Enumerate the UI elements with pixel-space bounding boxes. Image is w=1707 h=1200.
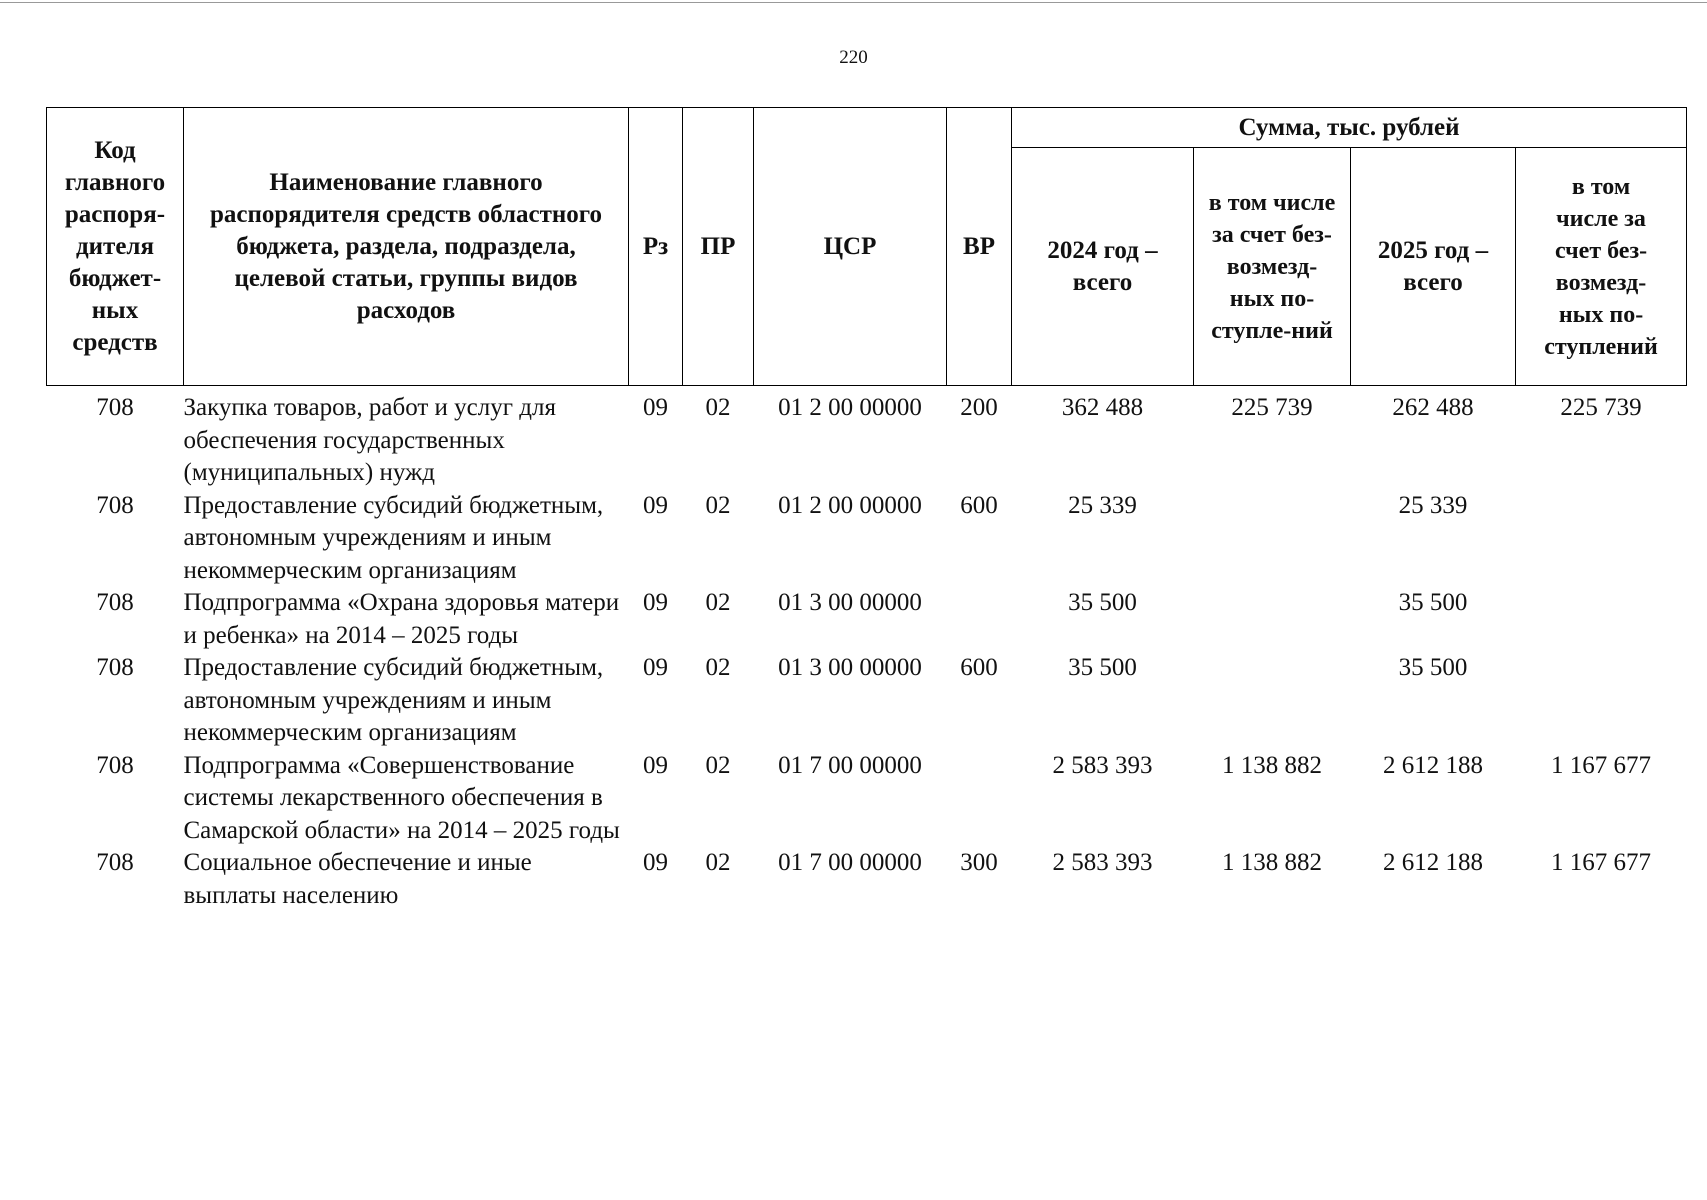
row-2025-total: 2 612 188	[1383, 849, 1483, 876]
row-2025-grant	[1516, 490, 1687, 588]
row-code: 708	[96, 849, 134, 876]
row-name: Подпрограмма «Совершенствование системы лекарственного обеспечения в Самарской области» на 2014 – 2025 годы	[183, 751, 620, 844]
header-rz: Рз	[629, 108, 683, 386]
table-row	[47, 587, 1687, 652]
table-row	[47, 490, 1687, 588]
header-2024-grant: в том числе за счет без-возмезд-ных по-ступле-ний	[1194, 148, 1351, 386]
row-2025-total: 35 500	[1398, 589, 1468, 616]
table-row	[47, 652, 1687, 750]
header-vr: ВР	[947, 108, 1012, 386]
row-2025-total: 2 612 188	[1383, 751, 1483, 779]
row-pr: 02	[705, 589, 731, 616]
row-2025-total: 25 339	[1398, 491, 1468, 519]
row-pr: 02	[705, 751, 731, 779]
top-border-line	[0, 2, 1707, 3]
row-pr: 02	[705, 654, 731, 681]
row-code: 708	[96, 394, 134, 421]
row-pr: 02	[705, 394, 731, 421]
row-vr	[947, 750, 1012, 848]
row-csr: 01 2 00 00000	[778, 394, 922, 421]
header-2025-grant: в том числе за счет без-возмезд-ных по-ступлений	[1516, 148, 1687, 386]
row-2024-grant: 225 739	[1231, 394, 1313, 421]
row-2024-total: 2 583 393	[1052, 751, 1153, 779]
row-code: 708	[96, 654, 134, 681]
row-2024-total: 362 488	[1061, 394, 1144, 421]
row-name: Закупка товаров, работ и услуг для обеспечения государственных (муниципальных) нужд	[183, 394, 556, 486]
row-csr: 01 3 00 00000	[778, 589, 922, 616]
row-code: 708	[96, 491, 134, 519]
row-2025-grant	[1516, 587, 1687, 652]
row-name: Социальное обеспечение и иные выплаты населению	[183, 849, 532, 909]
row-2025-grant	[1516, 652, 1687, 750]
table-row	[47, 847, 1687, 912]
row-2024-grant	[1194, 490, 1351, 588]
row-csr: 01 2 00 00000	[778, 491, 922, 519]
row-vr: 200	[960, 394, 998, 421]
row-name: Предоставление субсидий бюджетным, автономным учреждениям и иным некоммерческим организациям	[183, 654, 604, 746]
row-vr	[947, 587, 1012, 652]
row-name: Подпрограмма «Охрана здоровья матери и ребенка» на 2014 – 2025 годы	[183, 589, 620, 649]
row-pr: 02	[705, 849, 731, 876]
row-vr: 600	[960, 654, 998, 681]
row-2024-total: 35 500	[1068, 589, 1137, 616]
row-2025-grant: 1 167 677	[1551, 849, 1652, 876]
row-rz: 09	[643, 849, 668, 876]
row-csr: 01 3 00 00000	[778, 654, 922, 681]
header-name: Наименование главного распорядителя средств областного бюджета, раздела, подраздела, целевой статьи, группы видов расходов	[184, 108, 629, 386]
row-rz: 09	[643, 589, 668, 616]
row-2024-grant	[1194, 652, 1351, 750]
row-2024-grant: 1 138 882	[1222, 751, 1322, 779]
row-rz: 09	[643, 654, 668, 681]
header-sum-group: Сумма, тыс. рублей	[1012, 108, 1687, 148]
row-2024-grant: 1 138 882	[1222, 849, 1322, 876]
row-2025-total: 35 500	[1398, 654, 1468, 681]
row-2025-grant: 1 167 677	[1551, 751, 1652, 779]
row-2025-grant: 225 739	[1560, 394, 1642, 421]
row-rz: 09	[643, 394, 668, 421]
table-row	[47, 386, 1687, 490]
budget-table	[46, 107, 1687, 912]
table-body	[47, 386, 1687, 913]
row-name: Предоставление субсидий бюджетным, автономным учреждениям и иным некоммерческим организациям	[183, 491, 604, 584]
row-2024-grant	[1194, 587, 1351, 652]
header-pr: ПР	[683, 108, 754, 386]
row-vr: 300	[960, 849, 998, 876]
row-vr: 600	[960, 491, 998, 519]
page-number: 220	[839, 47, 868, 68]
row-code: 708	[96, 751, 134, 779]
row-pr: 02	[705, 491, 731, 519]
row-code: 708	[96, 589, 134, 616]
row-rz: 09	[643, 491, 668, 519]
table-row	[47, 750, 1687, 848]
row-2024-total: 2 583 393	[1052, 849, 1153, 876]
row-csr: 01 7 00 00000	[778, 751, 922, 779]
row-2024-total: 25 339	[1068, 491, 1137, 519]
row-2024-total: 35 500	[1068, 654, 1137, 681]
row-rz: 09	[643, 751, 668, 779]
header-2024-total: 2024 год – всего	[1012, 148, 1194, 386]
header-2025-total: 2025 год – всего	[1351, 148, 1516, 386]
header-csr: ЦСР	[754, 108, 947, 386]
header-code: Код главного распоря-дителя бюджет-ных средств	[47, 108, 184, 386]
row-2025-total: 262 488	[1392, 394, 1474, 421]
table-header	[47, 108, 1687, 386]
row-csr: 01 7 00 00000	[778, 849, 922, 876]
